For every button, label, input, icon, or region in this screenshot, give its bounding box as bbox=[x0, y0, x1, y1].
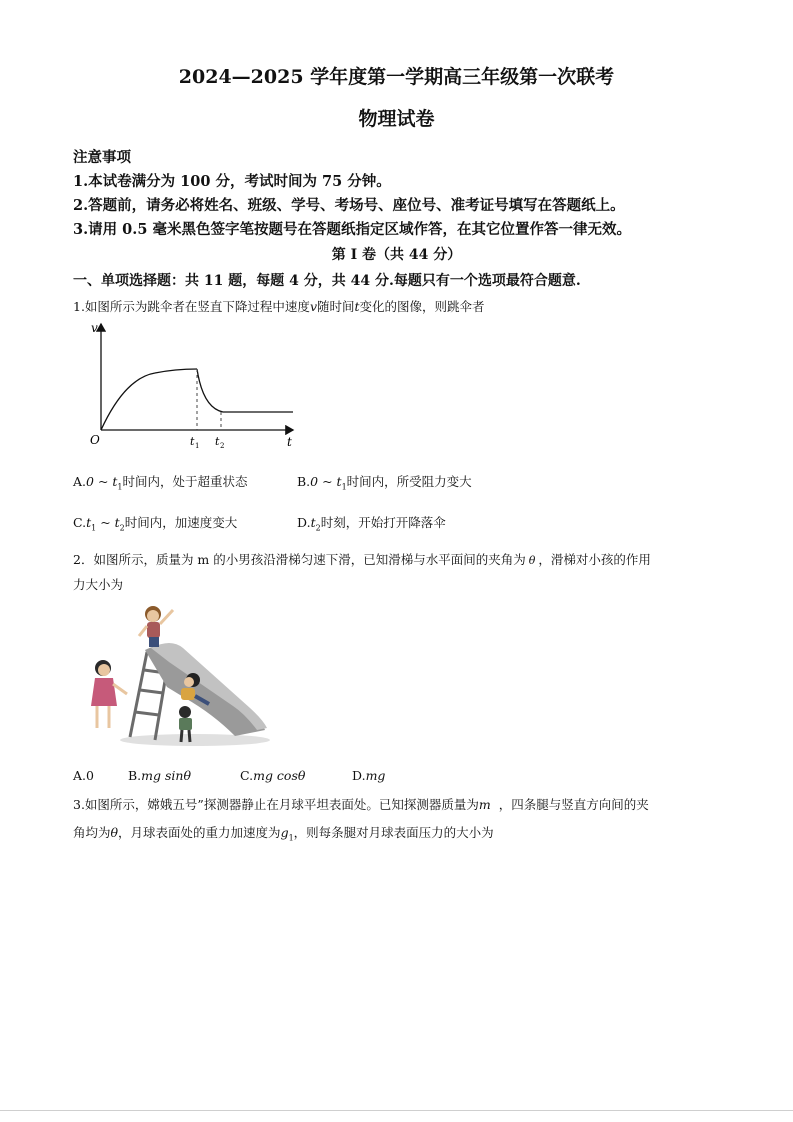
subject-title: 物理试卷 bbox=[358, 108, 435, 130]
q2-stem-line2: 力大小为 bbox=[73, 577, 124, 592]
q2-option-b bbox=[128, 768, 191, 783]
q1-var-v: v bbox=[309, 299, 317, 314]
t1-subscript: 1 bbox=[195, 442, 200, 450]
t1-label: t bbox=[190, 435, 195, 448]
t2-label: t bbox=[215, 435, 220, 448]
q3-var-m: m bbox=[478, 797, 491, 812]
q1-option-d-text: 时刻，开始打开降落伞 bbox=[320, 515, 446, 530]
q2-option-c bbox=[240, 768, 305, 783]
q2-option-c-prefix: C. bbox=[240, 768, 254, 783]
q1-option-d bbox=[297, 513, 446, 533]
q2-option-b-prefix: B. bbox=[128, 768, 142, 783]
ground-shadow bbox=[120, 734, 270, 746]
q2-theta: θ bbox=[528, 554, 536, 567]
q1-option-a-prefix: A. bbox=[73, 474, 87, 489]
exam-title: 2024—2025 学年度第一学期高三年级第一次联考 bbox=[178, 66, 615, 88]
q1-option-c-text: 时间内，加速度变大 bbox=[124, 515, 238, 530]
q1-option-b bbox=[297, 472, 472, 492]
q2-stem-line1 bbox=[73, 550, 651, 568]
q2-option-d bbox=[352, 768, 385, 783]
slide-illustration bbox=[85, 602, 270, 750]
page-bottom-divider bbox=[0, 1110, 793, 1111]
q2-option-a: A.0 bbox=[73, 768, 94, 783]
child-left bbox=[91, 660, 127, 728]
q1-option-b-range: 0 ~ t bbox=[310, 474, 342, 489]
q1-option-c-prefix: C. bbox=[73, 515, 87, 530]
q1-option-b-prefix: B. bbox=[297, 474, 311, 489]
q1-option-d-sub: 2 bbox=[315, 523, 321, 533]
velocity-curve-rising bbox=[101, 369, 197, 430]
q3-line2-a: 角均为 bbox=[73, 825, 111, 840]
q1-option-b-sub: 1 bbox=[341, 482, 347, 492]
q1-option-c-tilde: ~ bbox=[96, 515, 115, 530]
q3-line2 bbox=[73, 823, 494, 843]
q1-option-b-text: 时间内，所受阻力变大 bbox=[346, 474, 472, 489]
q1-option-c-sub1: 1 bbox=[91, 523, 97, 533]
t2-subscript: 2 bbox=[220, 442, 225, 450]
q1-stem-b: 随时间 bbox=[317, 299, 355, 314]
q2-option-d-prefix: D. bbox=[352, 768, 366, 783]
q3-line1-a: 3.如图所示，嫦娥五号”探测器静止在月球平坦表面处。已知探测器质量为 bbox=[73, 797, 479, 812]
q1-option-c-t1: t bbox=[86, 515, 92, 530]
q3-line2-c: ，则每条腿对月球表面压力的大小为 bbox=[293, 825, 494, 840]
q3-var-g: g bbox=[280, 825, 289, 840]
y-axis-label: v bbox=[91, 321, 98, 335]
q2-option-b-expr: mg sinθ bbox=[141, 768, 191, 783]
q3-theta: θ bbox=[110, 825, 119, 840]
q1-option-d-var: t bbox=[310, 515, 316, 530]
origin-label: O bbox=[90, 433, 100, 447]
part1-heading: 第 I 卷（共 44 分） bbox=[331, 247, 462, 263]
q1-option-c bbox=[73, 513, 237, 533]
x-axis-label: t bbox=[287, 435, 292, 449]
notice-item-3: 3.请用 0.5 毫米黑色签字笔按题号在答题纸指定区域作答，在其它位置作答一律无效。 bbox=[73, 221, 631, 238]
q3-line1 bbox=[73, 795, 649, 813]
q1-option-a-sub: 1 bbox=[117, 482, 123, 492]
q2-option-c-expr: mg cosθ bbox=[253, 768, 306, 783]
q1-option-a bbox=[73, 472, 248, 492]
q1-velocity-graph bbox=[85, 318, 305, 454]
notice-heading: 注意事项 bbox=[73, 149, 131, 166]
q3-line1-b: ，四条腿与竖直方向间的夹 bbox=[498, 797, 649, 812]
q2-option-d-expr: mg bbox=[365, 768, 386, 783]
q2-stem-a: 2．如图所示，质量为 m 的小男孩沿滑梯匀速下滑，已知滑梯与水平面间的夹角为 bbox=[73, 552, 526, 567]
q1-stem-a: 1.如图所示为跳伞者在竖直下降过程中速度 bbox=[73, 299, 310, 314]
q1-stem bbox=[73, 297, 485, 315]
q1-option-a-text: 时间内，处于超重状态 bbox=[122, 474, 248, 489]
notice-item-1: 1.本试卷满分为 100 分，考试时间为 75 分钟。 bbox=[73, 173, 391, 190]
q1-var-t: t bbox=[354, 299, 360, 314]
q3-var-g-sub: 1 bbox=[288, 833, 294, 843]
q1-option-a-range: 0 ~ t bbox=[86, 474, 118, 489]
q3-line2-b: ，月球表面处的重力加速度为 bbox=[118, 825, 281, 840]
notice-item-2: 2.答题前，请务必将姓名、班级、学号、考场号、座位号、准考证号填写在答题纸上。 bbox=[73, 197, 625, 214]
velocity-curve-falling bbox=[197, 369, 293, 412]
child-on-top bbox=[139, 606, 173, 647]
q2-stem-b: ，滑梯对小孩的作用 bbox=[538, 552, 651, 567]
section-heading: 一、单项选择题：共 11 题，每题 4 分，共 44 分.每题只有一个选项最符合题意. bbox=[73, 273, 581, 289]
q1-option-c-sub2: 2 bbox=[119, 523, 125, 533]
q1-stem-c: 变化的图像，则跳伞者 bbox=[359, 299, 485, 314]
q1-option-d-prefix: D. bbox=[297, 515, 311, 530]
q1-option-c-t2: t bbox=[114, 515, 120, 530]
